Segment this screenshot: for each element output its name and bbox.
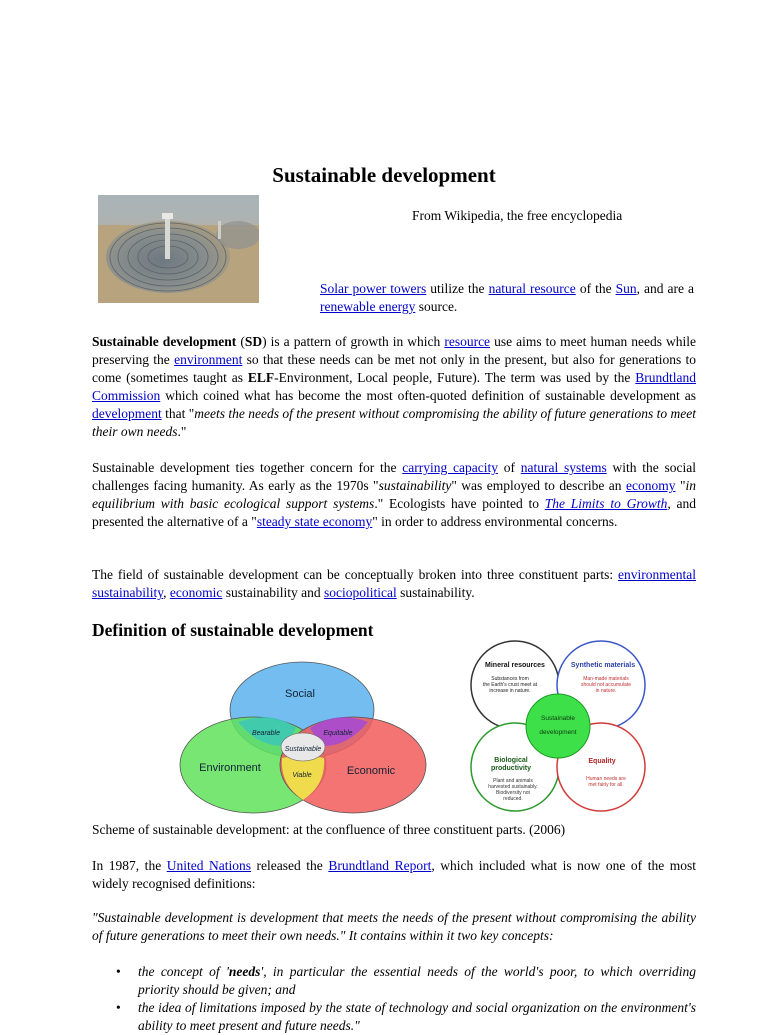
three-circle-venn-diagram	[178, 660, 428, 815]
section-heading: Definition of sustainable development	[92, 620, 374, 640]
center-label-line-1: Sustainable	[541, 715, 575, 722]
biological-desc-line-1: Plant and animals	[493, 778, 533, 784]
label-sustainable: Sustainable	[284, 746, 322, 753]
image-caption: Solar power towers utilize the natural resource of the Sun, and are a renewable energy source.	[320, 281, 695, 314]
link-natural-systems[interactable]: natural systems	[520, 460, 607, 475]
label-equitable: Equitable	[323, 730, 353, 737]
intro-paragraph: Sustainable development (SD) is a pattern of growth in which resource use aims to meet human needs while preserving the environment so that these needs can be met not only in the present, but also for generations to come (sometimes taught as ELF-Environment, Local people, Future). The term was used by the Brundtland Commission which coined what has become the most often-quoted definition of sustainable development as development that "meets the needs of the present without compromising the ability of future generations to meet their own needs."	[92, 334, 697, 439]
link-renewable-energy[interactable]: renewable energy	[320, 299, 416, 314]
link-brundtland-report[interactable]: Brundtland Report	[328, 858, 432, 873]
sustainable-development-center	[526, 694, 590, 758]
label-synthetic-materials: Synthetic materials	[570, 662, 636, 669]
biological-desc-line-2: harvested sustainably.	[488, 784, 538, 790]
link-natural-resource[interactable]: natural resource	[488, 281, 576, 296]
link-economy[interactable]: economy	[626, 478, 676, 493]
from-wikipedia: From Wikipedia, the free encyclopedia	[412, 208, 623, 223]
link-united-nations[interactable]: United Nations	[166, 858, 251, 873]
label-biological-line-2: productivity	[490, 765, 532, 772]
biological-desc-line-3: Biodiversity not	[496, 790, 530, 796]
label-biological-line-1: Biological	[494, 757, 528, 764]
center-label-line-2: development	[539, 729, 577, 736]
link-development[interactable]: development	[92, 406, 162, 421]
link-sociopolitical[interactable]: sociopolitical	[323, 585, 397, 600]
list-item: • the idea of limitations imposed by the state of technology and social organization on the environment's ability to meet present and future needs."	[116, 1000, 696, 1033]
label-bearable: Bearable	[251, 730, 281, 737]
key-concepts-list	[92, 963, 696, 1035]
mineral-desc-line-2: the Earth's crust meet at	[482, 682, 538, 688]
equality-desc-line-2: met fairly for all.	[588, 782, 624, 788]
synthetic-desc-line-2: should not accumulate	[580, 682, 632, 688]
link-carrying-capacity[interactable]: carrying capacity	[402, 460, 498, 475]
synthetic-desc-line-1: Man-made materials	[583, 676, 629, 682]
third-paragraph: The field of sustainable development can be conceptually broken into three constituent parts: environmental sustainability, economic sustainability and sociopolitical sustainability.	[92, 567, 696, 600]
label-environment: Environment	[199, 762, 261, 774]
page-title: Sustainable development	[272, 163, 496, 187]
mineral-desc-line-3: increase in nature.	[489, 688, 531, 694]
label-social: Social	[285, 688, 315, 700]
bullet-icon: •	[116, 964, 121, 979]
link-brundtland-commission[interactable]: Brundtland Commission	[92, 370, 697, 403]
synthetic-desc-line-3: in nature.	[595, 688, 617, 694]
mineral-desc-line-1: Substances from	[491, 676, 529, 682]
link-solar-power-towers[interactable]: Solar power towers	[320, 281, 427, 296]
diagram-caption: Scheme of sustainable development: at the confluence of three constituent parts. (2006)	[92, 822, 566, 837]
label-equality: Equality	[588, 758, 616, 765]
list-item: • the concept of 'needs', in particular the essential needs of the world's poor, to which overriding priority should be given; and	[116, 964, 696, 997]
label-viable: Viable	[292, 772, 312, 779]
fourth-paragraph: In 1987, the United Nations released the Brundtland Report, which included what is now one of the most widely recognised definitions:	[92, 858, 696, 891]
second-paragraph: Sustainable development ties together concern for the carrying capacity of natural systems with the social challenges facing humanity. As early as the 1970s "sustainability" was employed to describe an economy "in equilibrium with basic ecological support systems." Ecologists have pointed to The Limits to Growth, and presented the alternative of a "steady state economy" in order to address environmental concerns.	[92, 460, 697, 529]
four-circle-sustainability-diagram	[468, 640, 648, 812]
link-resource[interactable]: resource	[444, 334, 491, 349]
label-mineral-resources: Mineral resources	[485, 662, 545, 669]
link-steady-state-economy[interactable]: steady state economy	[256, 514, 373, 529]
biological-desc-line-4: reduced.	[503, 796, 523, 802]
solar-towers-photo	[98, 195, 259, 303]
link-limits-to-growth[interactable]: The Limits to Growth	[544, 496, 668, 511]
equality-desc-line-1: Human needs are	[586, 776, 626, 782]
link-sun[interactable]: Sun	[615, 281, 637, 296]
link-environmental[interactable]: environmental	[618, 567, 696, 582]
label-economic: Economic	[346, 765, 396, 777]
link-economic[interactable]: economic	[169, 585, 223, 600]
brundtland-quote: "Sustainable development is development that meets the needs of the present without compromising the ability of future generations to meet their own needs." It contains within it two key concepts:	[92, 910, 696, 943]
bullet-icon: •	[116, 1000, 121, 1015]
link-environment[interactable]: environment	[174, 352, 243, 367]
link-sustainability[interactable]: sustainability	[92, 585, 164, 600]
